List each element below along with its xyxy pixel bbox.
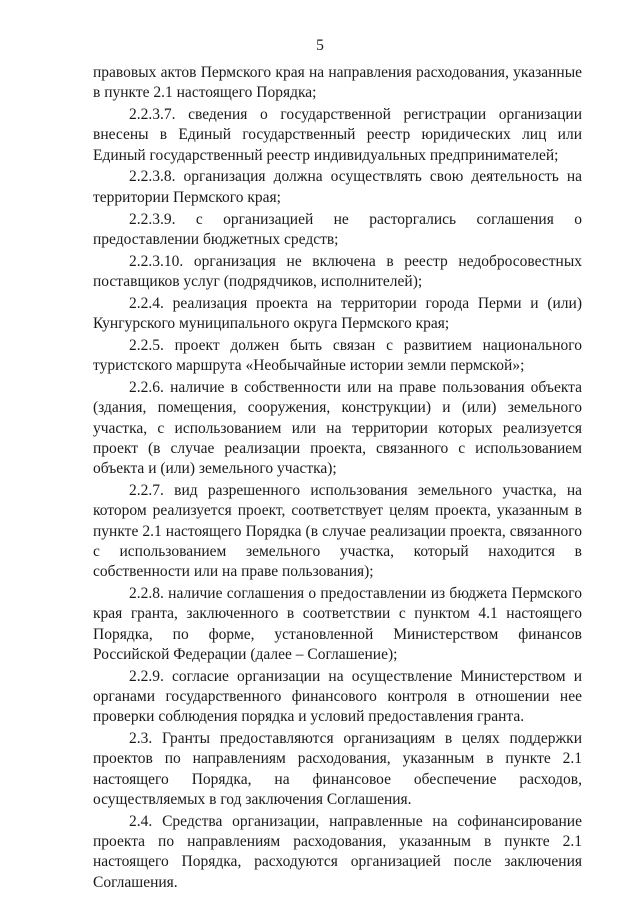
paragraph-2-2-8: 2.2.8. наличие соглашения о предоставлении из бюджета Пермского края гранта, заключенного в соответствии с пунктом 4.1 настоящего Порядка, по форме, установленной Министерством финансов Российской Федерации (далее – Соглашение);	[93, 584, 582, 663]
paragraph-2-2-7: 2.2.7. вид разрешенного использования земельного участка, на котором реализуется проект, соответствует целям проекта, указанным в пункте 2.1 настоящего Порядка (в случае реализации проекта, связанного с использованием земельного участка, который находится в собственности или на праве пользования);	[93, 481, 582, 581]
page-number: 5	[316, 37, 324, 54]
document-body	[93, 63, 582, 894]
paragraph-2-2-3-8: 2.2.3.8. организация должна осуществлять свою деятельность на территории Пермского края;	[93, 168, 582, 206]
paragraph-2-4: 2.4. Средства организации, направленные на софинансирование проекта по направлениям расходования, указанным в пункте 2.1 настоящего Порядка, расходуются организацией после заключения Соглашения.	[93, 812, 582, 891]
paragraph-continuation: правовых актов Пермского края на направления расходования, указанные в пункте 2.1 настоящего Порядка;	[93, 64, 582, 102]
paragraph-2-2-9: 2.2.9. согласие организации на осуществление Министерством и органами государственного финансового контроля в отношении нее проверки соблюдения порядка и условий предоставления гранта.	[93, 667, 582, 726]
paragraph-2-2-3-7: 2.2.3.7. сведения о государственной регистрации организации внесены в Единый государственный реестр юридических лиц или Единый государственный реестр индивидуальных предпринимателей;	[93, 106, 582, 164]
paragraph-2-2-5: 2.2.5. проект должен быть связан с развитием национального туристского маршрута «Необычайные истории земли пермской»;	[93, 336, 582, 375]
paragraph-2-2-3-10: 2.2.3.10. организация не включена в реестр недобросовестных поставщиков услуг (подрядчиков, исполнителей);	[93, 252, 582, 290]
paragraph-2-2-3-9: 2.2.3.9. с организацией не расторгались соглашения о предоставлении бюджетных средств;	[93, 210, 582, 248]
paragraph-2-2-4: 2.2.4. реализация проекта на территории города Перми и (или) Кунгурского муниципального округа Пермского края;	[93, 294, 582, 333]
paragraph-2-3: 2.3. Гранты предоставляются организациям в целях поддержки проектов по направлениям расходования, указанным в пункте 2.1 настоящего Порядка, на финансовое обеспечение расходов, осуществляемых в год заключения Соглашения.	[93, 730, 582, 808]
paragraph-2-2-6: 2.2.6. наличие в собственности или на праве пользования объекта (здания, помещения, сооружения, конструкции) и (или) земельного участка, с использованием или на территории которых реализуется проект (в случае реализации проекта, связанного с использованием объекта и (или) земельного участка);	[93, 378, 582, 478]
